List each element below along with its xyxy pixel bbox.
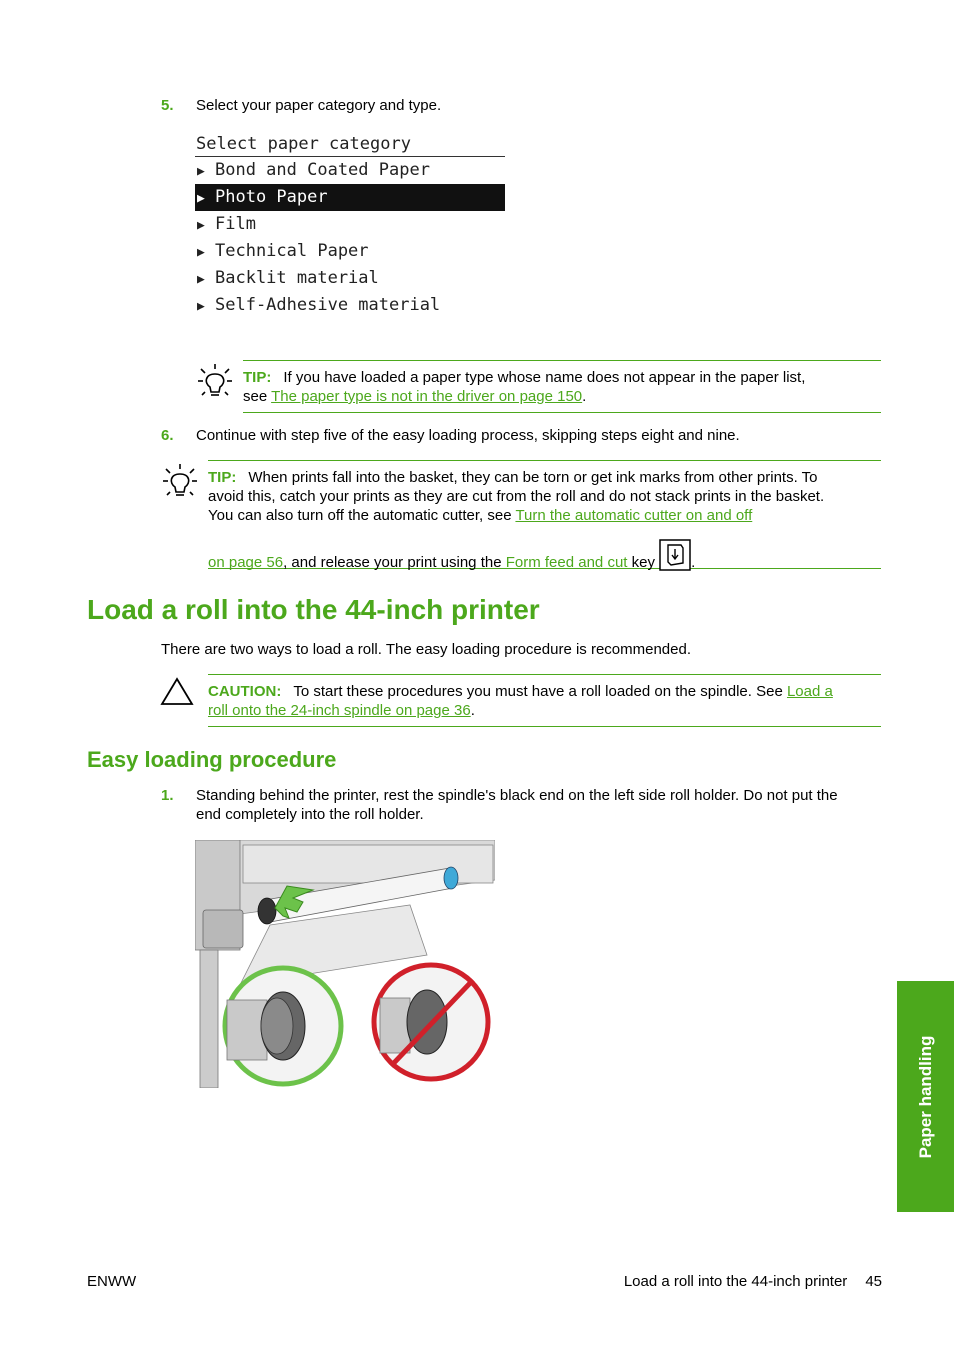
triangle-right-icon: ▶ [197, 245, 205, 260]
footer-title: Load a roll into the 44-inch printer [623, 1273, 848, 1290]
spindle-loading-illustration [195, 840, 495, 1088]
tip-note: TIP: If you have loaded a paper type whose name does not appear in the paper list, see The paper type is not in the driver on page 150. [243, 360, 881, 413]
paper-category-menu [195, 133, 505, 319]
tip-label: TIP: [243, 369, 272, 386]
menu-header: Select paper category [195, 133, 505, 157]
step-text: Select your paper category and type. [196, 97, 442, 114]
step-number: 6. [161, 427, 174, 444]
step-number: 1. [161, 787, 174, 804]
form-feed-cut-key-icon [659, 539, 691, 571]
menu-item-bond: ▶ Bond and Coated Paper [195, 157, 505, 184]
load-roll-24-inch-link[interactable]: Load a [786, 683, 833, 700]
side-tab [897, 981, 954, 1212]
menu-item-backlit: ▶ Backlit material [195, 265, 505, 292]
side-tab-label: Paper handling [915, 1035, 935, 1158]
step-1: 1. Standing behind the printer, rest the spindle's black end on the left side roll holder. Do not put the end completely into the roll holder. [161, 787, 838, 823]
automatic-cutter-link[interactable]: Turn the automatic cutter on and off [515, 507, 753, 524]
triangle-right-icon: ▶ [197, 218, 205, 233]
lightbulb-icon [163, 463, 197, 501]
intro-paragraph: There are two ways to load a roll. The easy loading procedure is recommended. [161, 641, 692, 658]
lightbulb-icon [198, 363, 232, 401]
step-text: Continue with step five of the easy loading process, skipping steps eight and nine. [196, 427, 740, 444]
footer-right [624, 1273, 882, 1290]
menu-item-technical: ▶ Technical Paper [195, 238, 505, 265]
automatic-cutter-page-link[interactable]: on page 56 [208, 554, 284, 571]
menu-item-photo: ▶ Photo Paper [195, 184, 505, 211]
triangle-right-icon: ▶ [197, 299, 205, 314]
caution-label: CAUTION: [208, 683, 282, 700]
triangle-right-icon: ▶ [197, 164, 205, 179]
caution-note: CAUTION: To start these procedures you must have a roll loaded on the spindle. See Load a roll onto the 24-inch spindle on page 36. [208, 674, 881, 727]
page-number: 45 [865, 1273, 882, 1290]
form-feed-key-name: Form feed and cut [505, 554, 628, 571]
load-roll-24-inch-link-cont[interactable]: roll onto the 24-inch spindle on page 36 [208, 702, 471, 719]
paper-type-not-in-driver-link[interactable]: The paper type is not in the driver on page 150 [271, 388, 583, 405]
footer-left: ENWW [87, 1273, 137, 1290]
tip-note: TIP: When prints fall into the basket, they can be torn or get ink marks from other prints. To avoid this, catch your prints as they are cut from the roll and do not stack prints in the basket. You can also turn off the automatic cutter, see Turn the automatic cutter on and off on page 56, and release your print using the Form feed and cut key . [208, 460, 881, 569]
warning-triangle-icon [160, 677, 194, 707]
step-number: 5. [161, 97, 174, 114]
section-heading: Load a roll into the 44-inch printer [87, 594, 540, 625]
triangle-right-icon: ▶ [197, 272, 205, 287]
tip-label: TIP: [208, 469, 237, 486]
triangle-right-icon: ▶ [197, 191, 205, 206]
menu-item-film: ▶ Film [195, 211, 505, 238]
menu-item-self-adhesive: ▶ Self-Adhesive material [195, 292, 505, 319]
subsection-heading: Easy loading procedure [87, 747, 337, 772]
